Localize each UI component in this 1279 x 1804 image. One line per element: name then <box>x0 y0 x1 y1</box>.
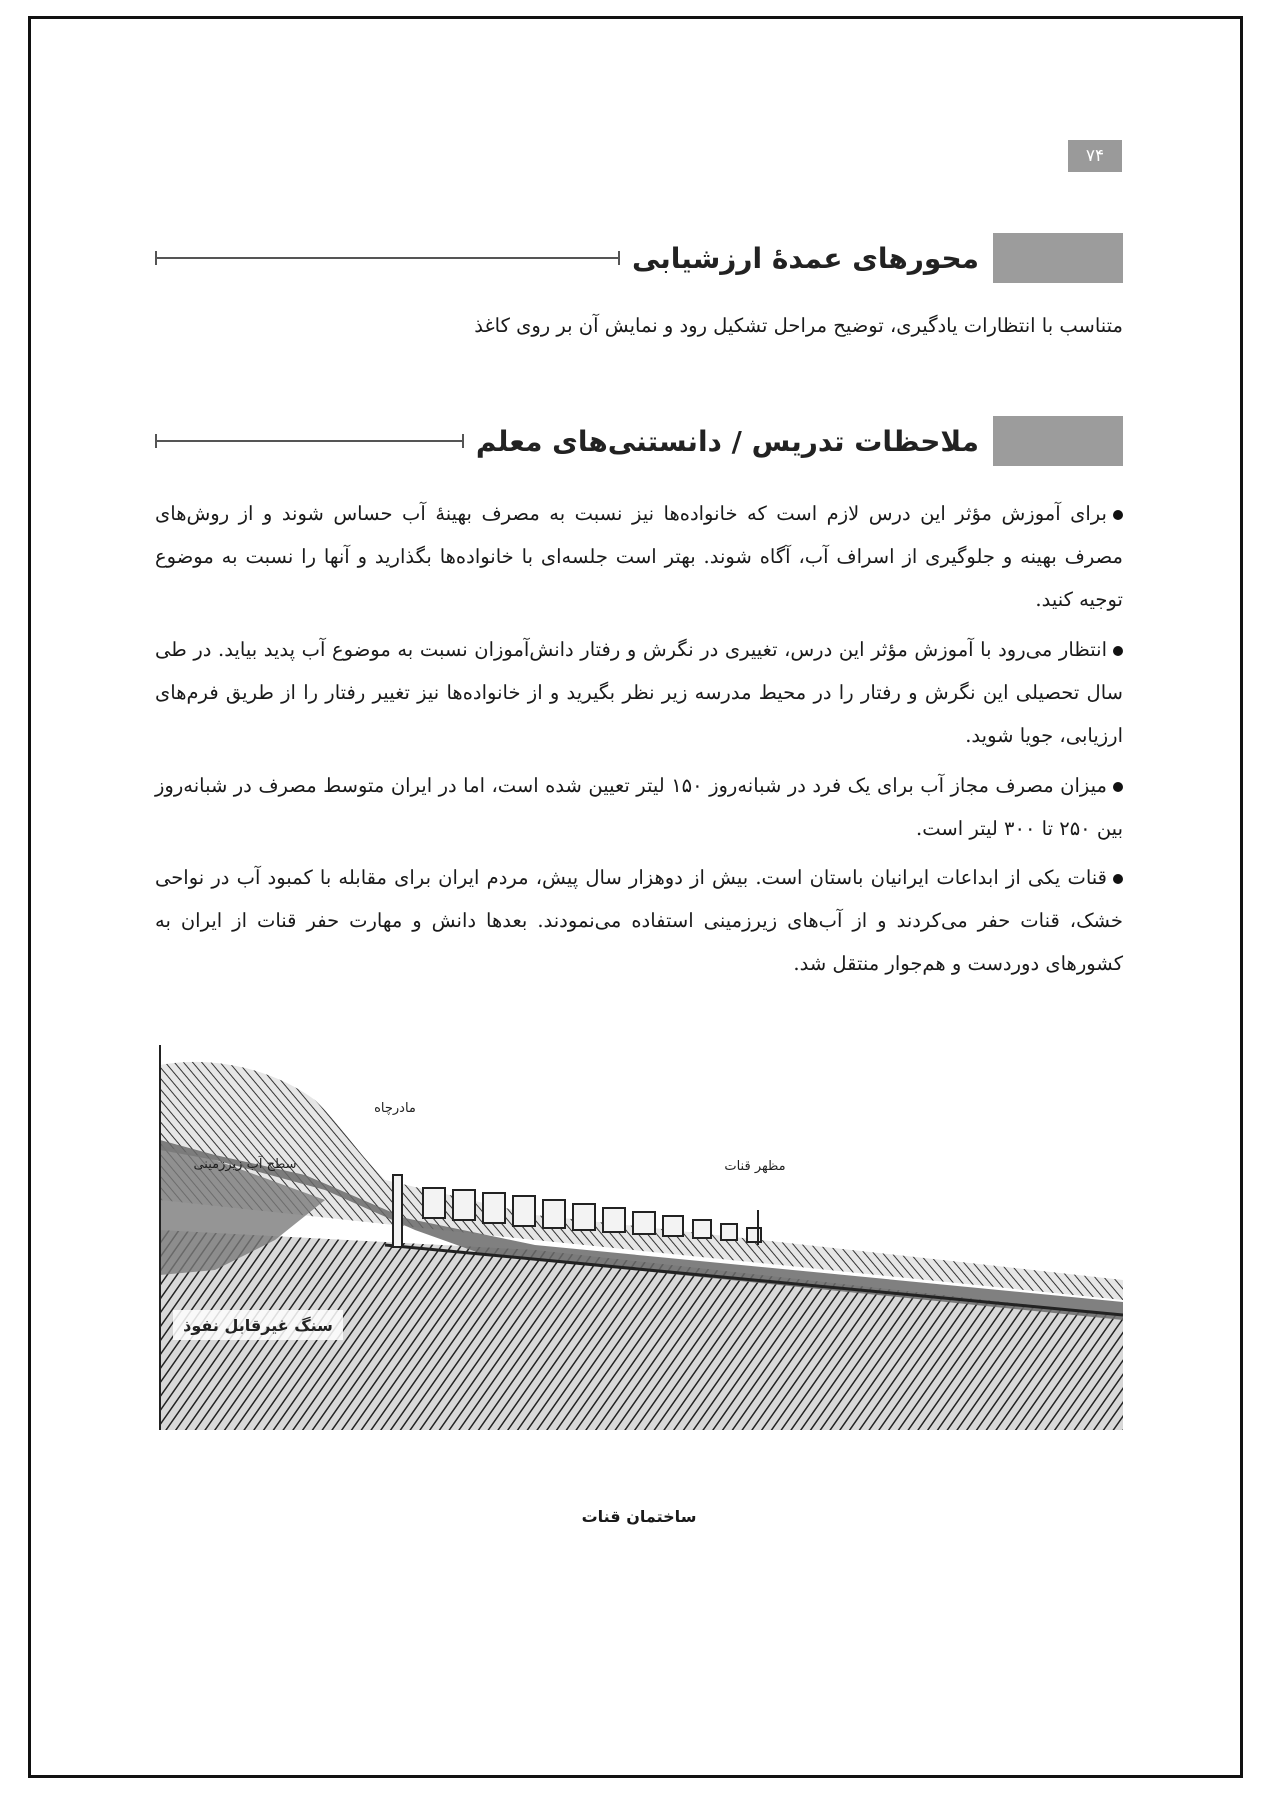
bullet-text-2: انتظار می‌رود با آموزش مؤثر این درس، تغییری در نگرش و رفتار دانش‌آموزان نسبت به موضوع آب پدید بیاید. در طی سال تحصیلی این نگرش و رفتار را در محیط مدرسه زیر نظر بگیرید و از خانواده‌ها نیز تغییر رفتار را از طریق فرم‌های ارزیابی، جویا شوید. <box>155 638 1123 747</box>
heading-rule <box>155 257 620 259</box>
bullet-paragraph-1 <box>155 492 1123 621</box>
bullet-icon <box>1113 646 1123 656</box>
bullet-paragraph-3 <box>155 764 1123 850</box>
heading-marker <box>993 416 1123 466</box>
label-outlet: مظهر قنات <box>724 1159 786 1174</box>
bullet-paragraph-4 <box>155 856 1123 985</box>
label-bedrock: سنگ غیرقابل نفوذ <box>183 1316 333 1335</box>
bullet-icon <box>1113 874 1123 884</box>
bullet-text-3: میزان مصرف مجاز آب برای یک فرد در شبانه‌روز ۱۵۰ لیتر تعیین شده است، اما در ایران متوسط مصرف در شبانه‌روز بین ۲۵۰ تا ۳۰۰ لیتر است. <box>155 774 1123 840</box>
section-title-teaching-notes: ملاحظات تدریس / دانستنی‌های معلم <box>475 424 979 458</box>
bullet-text-4: قنات یکی از ابداعات ایرانیان باستان است. بیش از دوهزار سال پیش، مردم ایران برای مقابله با کمبود آب در نواحی خشک، قنات حفر می‌کردند و از آب‌های زیرزمینی استفاده می‌نمودند. بعدها دانش و مهارت حفر قنات از ایران به کشورهای دوردست و هم‌جوار منتقل شد. <box>155 866 1123 975</box>
heading-rule <box>155 440 464 442</box>
label-water-table: سطح آب زیرزمینی <box>193 1157 297 1172</box>
bullet-icon <box>1113 782 1123 792</box>
figure-caption: ساختمان قنات <box>581 1507 697 1526</box>
bullet-paragraph-2 <box>155 628 1123 757</box>
assessment-text: متناسب با انتظارات یادگیری، توضیح مراحل تشکیل رود و نمایش آن بر روی کاغذ <box>474 314 1123 337</box>
qanat-diagram <box>155 1040 1123 1460</box>
heading-marker <box>993 233 1123 283</box>
section-heading-teaching-notes <box>155 416 1123 466</box>
bullet-text-1: برای آموزش مؤثر این درس لازم است که خانواده‌ها نیز نسبت به مصرف بهینۀ آب حساس شوند و از روش‌های مصرف بهینه و جلوگیری از اسراف آب، آگاه شوند. بهتر است جلسه‌ای با خانواده‌ها بگذارید و آنها را نسبت به موضوع توجیه کنید. <box>155 502 1123 611</box>
label-mother-well: مادرچاه <box>374 1101 416 1116</box>
bullet-icon <box>1113 510 1123 520</box>
section-heading-assessment <box>155 233 1123 283</box>
page-number: ۷۴ <box>1068 140 1122 172</box>
section-title-assessment: محورهای عمدۀ ارزشیابی <box>631 241 979 275</box>
